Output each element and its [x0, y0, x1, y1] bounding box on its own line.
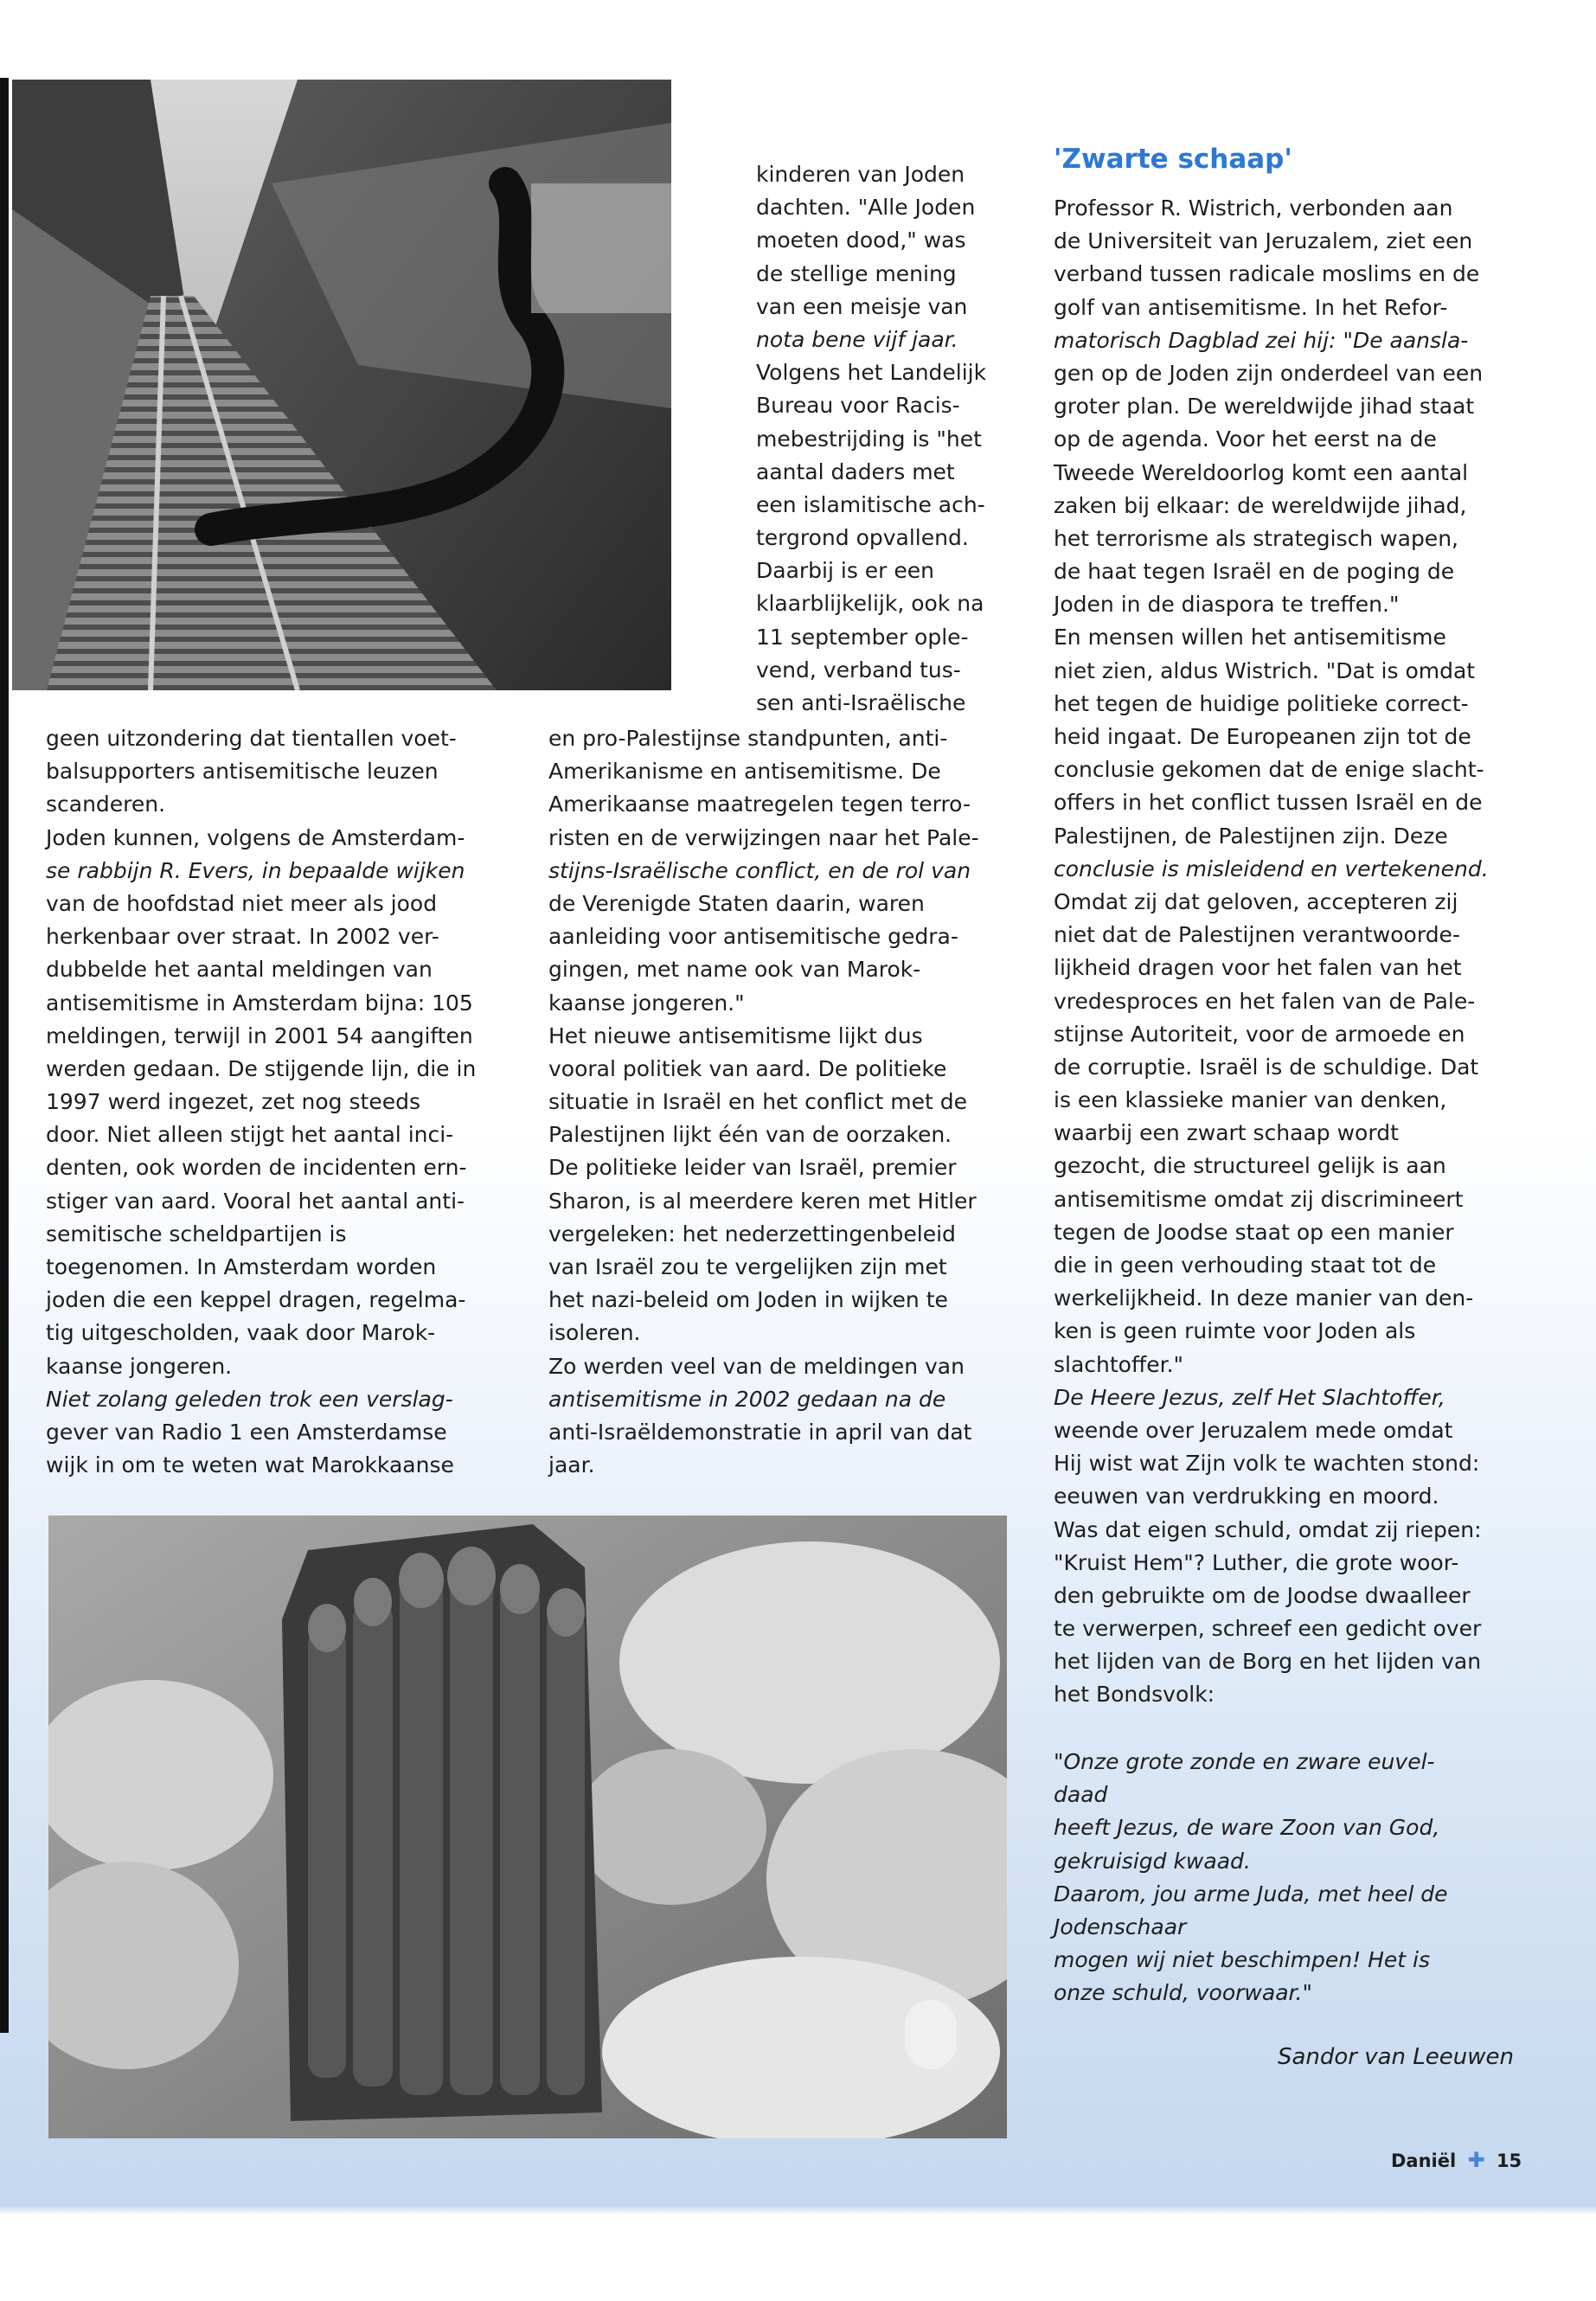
col2-line: vergeleken: het nederzettingenbeleid [548, 1221, 956, 1247]
col1-line: gever van Radio 1 een Amsterdamse [46, 1419, 447, 1445]
col1-line: se rabbijn R. Evers, in bepaalde wijken [46, 857, 465, 883]
col2-line: gingen, met name ook van Marok- [548, 957, 921, 983]
col1-line: door. Niet alleen stijgt het aantal inci- [46, 1122, 454, 1148]
col-top-line: mebestrijding is "het [756, 426, 982, 452]
col2-line: Palestijnen lijkt één van de oorzaken. [548, 1122, 952, 1148]
col1-line: 1997 werd ingezet, zet nog steeds [46, 1089, 420, 1115]
poem-line: onze schuld, voorwaar." [1054, 1980, 1312, 2006]
col2-line: situatie in Israël en het conflict met de [548, 1089, 967, 1115]
col2-line: aanleiding voor antisemitische gedra- [548, 924, 958, 950]
col3-line: lijkheid dragen voor het falen van het [1054, 955, 1462, 981]
col2-line: Het nieuwe antisemitisme lijkt dus [548, 1022, 923, 1048]
col-top-line: aantal daders met [756, 458, 955, 484]
col1-line: dubbelde het aantal meldingen van [46, 957, 433, 983]
col3-line: "Kruist Hem"? Luther, die grote woor- [1054, 1549, 1459, 1575]
col1-line: wijk in om te weten wat Marokkaanse [46, 1452, 454, 1478]
col3-line: Hij wist wat Zijn volk te wachten stond: [1054, 1451, 1480, 1477]
col1-line: kaanse jongeren. [46, 1353, 233, 1379]
col3-line: te verwerpen, schreef een gedicht over [1054, 1616, 1482, 1642]
col-top-line: 11 september ople- [756, 624, 969, 650]
col2-line: en pro-Palestijnse standpunten, anti- [548, 726, 948, 751]
top-right-narrow-column [756, 158, 986, 720]
col3-line: de corruptie. Israël is de schuldige. Dat [1054, 1054, 1479, 1080]
col2-line: Amerikanisme en antisemitisme. De [548, 759, 941, 785]
column-1 [46, 722, 476, 1482]
col1-line: geen uitzondering dat tientallen voet- [46, 726, 457, 751]
col3-line: Joden in de diaspora te treffen." [1054, 592, 1400, 618]
poem-line: daad [1054, 1782, 1108, 1808]
col2-line: Amerikaanse maatregelen tegen terro- [548, 792, 971, 817]
col3-line: de haat tegen Israël en de poging de [1054, 559, 1455, 585]
col2-line: van Israël zou te vergelijken zijn met [548, 1254, 947, 1279]
col3-line: werkelijkheid. In deze manier van den- [1054, 1285, 1474, 1311]
col2-line: kaanse jongeren." [548, 990, 745, 1016]
col3-line: Omdat zij dat geloven, accepteren zij [1054, 888, 1458, 914]
col3-line: Tweede Wereldoorlog komt een aantal [1054, 459, 1469, 485]
col-top-line: dachten. "Alle Joden [756, 195, 976, 221]
col1-line: semitische scheldpartijen is [46, 1221, 347, 1247]
col3-line: De Heere Jezus, zelf Het Slachtoffer, [1054, 1384, 1445, 1410]
page-number: 15 [1496, 2150, 1522, 2171]
author-signature: Sandor van Leeuwen [1277, 2044, 1514, 2070]
col2-line: het nazi-beleid om Joden in wijken te [548, 1287, 948, 1313]
page-footer [1391, 2148, 1522, 2172]
col-top-line: nota bene vijf jaar. [756, 326, 958, 352]
col3-line: den gebruikte om de Joodse dwaalleer [1054, 1582, 1471, 1608]
col1-line: tig uitgescholden, vaak door Marok- [46, 1320, 436, 1346]
col3-line: het terrorisme als strategisch wapen, [1054, 525, 1458, 551]
col1-line: meldingen, terwijl in 2001 54 aangiften [46, 1022, 473, 1048]
col3-line: En mensen willen het antisemitisme [1054, 625, 1446, 651]
col3-line: zaken bij elkaar: de wereldwijde jihad, [1054, 492, 1467, 518]
col3-line: niet dat de Palestijnen verantwoorde- [1054, 922, 1460, 948]
col3-line: stijnse Autoriteit, voor de armoede en [1054, 1021, 1465, 1047]
col3-line: het tegen de huidige politieke correct- [1054, 690, 1469, 716]
col-top-line: sen anti-Israëlische [756, 690, 966, 715]
col3-line: Professor R. Wistrich, verbonden aan [1054, 195, 1453, 221]
col2-line: isoleren. [548, 1320, 641, 1346]
col2-line: jaar. [548, 1452, 595, 1478]
col1-line: joden die een keppel dragen, regelma- [46, 1287, 466, 1313]
poem-line: Daarom, jou arme Juda, met heel de [1054, 1881, 1448, 1907]
col2-line: stijns-Israëlische conflict, en de rol van [548, 857, 971, 883]
col-top-line: Bureau voor Racis- [756, 393, 960, 419]
col3-line: vredesproces en het falen van de Pale- [1054, 988, 1476, 1014]
section-heading: 'Zwarte schaap' [1054, 144, 1292, 175]
col-top-line: moeten dood," was [756, 228, 966, 253]
cross-icon: ✚ [1467, 2148, 1485, 2172]
col3-line: conclusie gekomen dat de enige slacht- [1054, 757, 1484, 783]
col3-line: op de agenda. Voor het eerst na de [1054, 426, 1437, 452]
col-top-line: Daarbij is er een [756, 558, 935, 584]
col2-line: anti-Israëldemonstratie in april van dat [548, 1419, 972, 1445]
col3-line: de Universiteit van Jeruzalem, ziet een [1054, 228, 1473, 254]
col1-line: herkenbaar over straat. In 2002 ver- [46, 924, 439, 950]
col3-line: het Bondsvolk: [1054, 1682, 1215, 1708]
col-top-line: tergrond opvallend. [756, 525, 969, 551]
col-top-line: van een meisje van [756, 293, 968, 319]
poem-line: "Onze grote zonde en zware euvel- [1054, 1749, 1435, 1774]
col1-line: antisemitisme in Amsterdam bijna: 105 [46, 990, 473, 1016]
col3-line: niet zien, aldus Wistrich. "Dat is omdat [1054, 657, 1476, 683]
col3-line: groter plan. De wereldwijde jihad staat [1054, 394, 1475, 420]
poem-line: Jodenschaar [1054, 1913, 1187, 1939]
poem-line: gekruisigd kwaad. [1054, 1848, 1251, 1874]
col1-line: denten, ook worden de incidenten ern- [46, 1155, 467, 1181]
col-top-line: een islamitische ach- [756, 491, 985, 517]
col1-line: stiger van aard. Vooral het aantal anti- [46, 1188, 465, 1214]
poem-line: mogen wij niet beschimpen! Het is [1054, 1947, 1431, 1973]
col3-line: conclusie is misleidend en vertekenend. [1054, 856, 1489, 881]
col3-line: offers in het conflict tussen Israël en de [1054, 790, 1483, 816]
col2-line: antisemitisme in 2002 gedaan na de [548, 1386, 946, 1412]
col3-line: is een klassieke manier van denken, [1054, 1087, 1447, 1113]
col3-line: gen op de Joden zijn onderdeel van een [1054, 360, 1484, 386]
col3-line: golf van antisemitisme. In het Refor- [1054, 294, 1448, 320]
col3-line: het lijden van de Borg en het lijden van [1054, 1649, 1482, 1675]
col-top-line: kinderen van Joden [756, 162, 965, 187]
col3-line: weende over Jeruzalem mede omdat [1054, 1417, 1453, 1443]
column-3 [1054, 192, 1489, 1712]
magazine-name: Daniël [1391, 2150, 1457, 2171]
col3-line: die in geen verhouding staat tot de [1054, 1253, 1437, 1278]
col1-line: toegenomen. In Amsterdam worden [46, 1254, 437, 1279]
col3-line: ken is geen ruimte voor Joden als [1054, 1318, 1416, 1344]
col-top-line: vend, verband tus- [756, 657, 961, 683]
railway-track-photo [12, 80, 671, 690]
memorial-sculpture-photo [48, 1516, 1007, 2138]
col1-line: werden gedaan. De stijgende lijn, die in [46, 1055, 477, 1081]
col-top-line: Volgens het Landelijk [756, 360, 987, 386]
col3-line: Was dat eigen schuld, omdat zij riepen: [1054, 1516, 1482, 1542]
col3-line: slachtoffer." [1054, 1351, 1184, 1377]
col3-line: eeuwen van verdrukking en moord. [1054, 1484, 1439, 1509]
col2-line: Sharon, is al meerdere keren met Hitler [548, 1188, 977, 1214]
col3-line: waarbij een zwart schaap wordt [1054, 1120, 1399, 1146]
col3-line: gezocht, die structureel gelijk is aan [1054, 1153, 1446, 1179]
col2-line: De politieke leider van Israël, premier [548, 1155, 957, 1181]
col-top-line: klaarblijkelijk, ook na [756, 591, 984, 617]
col3-line: antisemitisme omdat zij discrimineert [1054, 1186, 1464, 1212]
col1-line: Joden kunnen, volgens de Amsterdam- [46, 824, 465, 850]
poem-line: heeft Jezus, de ware Zoon van God, [1054, 1815, 1440, 1841]
col3-line: matorisch Dagblad zei hij: "De aansla- [1054, 327, 1469, 353]
col1-line: scanderen. [46, 792, 166, 817]
col2-line: risten en de verwijzingen naar het Pale- [548, 824, 979, 850]
column-2 [548, 722, 979, 1482]
col3-line: tegen de Joodse staat op een manier [1054, 1219, 1454, 1245]
col1-line: van de hoofdstad niet meer als jood [46, 890, 438, 916]
col2-line: vooral politiek van aard. De politieke [548, 1055, 947, 1081]
poem [1054, 1746, 1448, 2010]
col2-line: de Verenigde Staten daarin, waren [548, 890, 925, 916]
col-top-line: de stellige mening [756, 260, 957, 286]
col1-line: balsupporters antisemitische leuzen [46, 759, 439, 785]
col2-line: Zo werden veel van de meldingen van [548, 1353, 965, 1379]
col3-line: Palestijnen, de Palestijnen zijn. Deze [1054, 823, 1448, 849]
col3-line: heid ingaat. De Europeanen zijn tot de [1054, 724, 1471, 749]
scan-edge [0, 78, 9, 2033]
col3-line: verband tussen radicale moslims en de [1054, 261, 1480, 287]
col1-line: Niet zolang geleden trok een verslag- [46, 1386, 453, 1412]
